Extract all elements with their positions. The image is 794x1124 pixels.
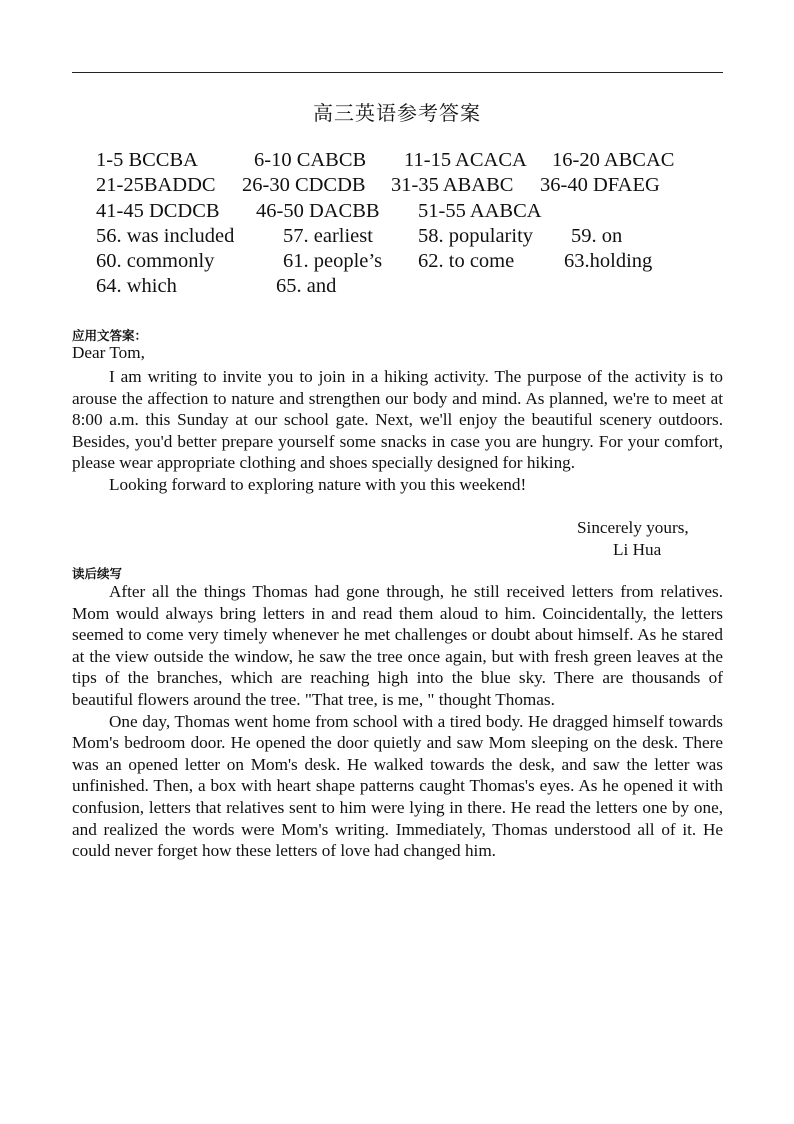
answer-item: 26-30 CDCDB	[242, 174, 366, 197]
answer-item: 65. and	[276, 275, 337, 298]
top-rule	[72, 72, 723, 73]
continuation-body	[72, 581, 723, 862]
answer-item: 11-15 ACACA	[404, 149, 527, 171]
page-title: 高三英语参考答案	[313, 101, 481, 125]
letter-greeting: Dear Tom,	[72, 343, 145, 362]
answer-item: 21-25BADDC	[96, 174, 216, 197]
letter-body	[72, 366, 723, 496]
answer-item: 59. on	[571, 224, 623, 247]
answer-item: 58. popularity	[418, 224, 534, 247]
answer-row	[96, 200, 736, 225]
answer-item: 1-5 BCCBA	[96, 149, 198, 171]
answer-key	[96, 149, 736, 301]
answer-item: 36-40 DFAEG	[540, 174, 660, 197]
answer-item: 6-10 CABCB	[254, 149, 367, 171]
answer-item: 63.holding	[564, 250, 653, 273]
answer-item: 31-35 ABABC	[391, 174, 514, 197]
answer-item: 41-45 DCDCB	[96, 199, 220, 222]
letter-paragraph: I am writing to invite you to join in a hiking activity. The purpose of the activity is to arouse the affection to nature and strengthen our body and mind. As planned, we're to meet at 8:00 a.m. this Sunday at our school gate. Next, we'll enjoy the beautiful scenery outdoors. Besides, you'd better prepare yourself some snacks in case you are hungry. For your comfort, please wear appropriate clothing and shoes specially designed for hiking.	[72, 367, 723, 473]
answer-row	[96, 149, 736, 174]
section-heading-continuation-writing: 读后续写	[72, 566, 123, 581]
answer-item: 46-50 DACBB	[256, 199, 380, 222]
letter-signature: Li Hua	[613, 540, 662, 559]
answer-item: 57. earliest	[283, 224, 373, 247]
letter-paragraph: Looking forward to exploring nature with you this weekend!	[109, 474, 527, 494]
answer-row	[96, 250, 736, 275]
continuation-paragraph: After all the things Thomas had gone through, he still received letters from relatives. Mom would always bring letters in and read them aloud to him. Coincidentally, the letters seemed to come very timely whenever he met challenges or doubt about himself. As he stared at the view outside the window, he saw the tree once again, but with fresh green leaves at the tips of the branches, which are reaching high into the blue sky. There are thousands of beautiful flowers around the tree. "That tree, is me, " thought Thomas.	[72, 582, 723, 709]
answer-item: 61. people’s	[283, 250, 383, 273]
answer-item: 64. which	[96, 275, 177, 298]
answer-item: 51-55 AABCA	[418, 199, 542, 222]
answer-item: 62. to come	[418, 250, 515, 273]
answer-row	[96, 174, 736, 199]
continuation-paragraph: One day, Thomas went home from school with a tired body. He dragged himself towards Mom's bedroom door. He opened the door quietly and saw Mom sleeping on the desk. There was an opened letter on Mom's desk. He walked towards the desk, and saw the letter was unfinished. Then, a box with heart shape patterns caught Thomas's eyes. As he opened it with confusion, letters that relatives sent to him were lying in there. He read the letters one by one, and realized the words were Mom's writing. Immediately, Thomas understood all of it. He could never forget how these letters of love had changed him.	[72, 711, 723, 861]
section-heading-practical-writing: 应用文答案：	[72, 328, 148, 343]
answer-row	[96, 275, 736, 300]
answer-item: 16-20 ABCAC	[552, 149, 675, 171]
answer-item: 56. was included	[96, 224, 235, 247]
answer-row	[96, 225, 736, 250]
answer-item: 60. commonly	[96, 250, 215, 273]
letter-closing: Sincerely yours,	[577, 518, 689, 537]
